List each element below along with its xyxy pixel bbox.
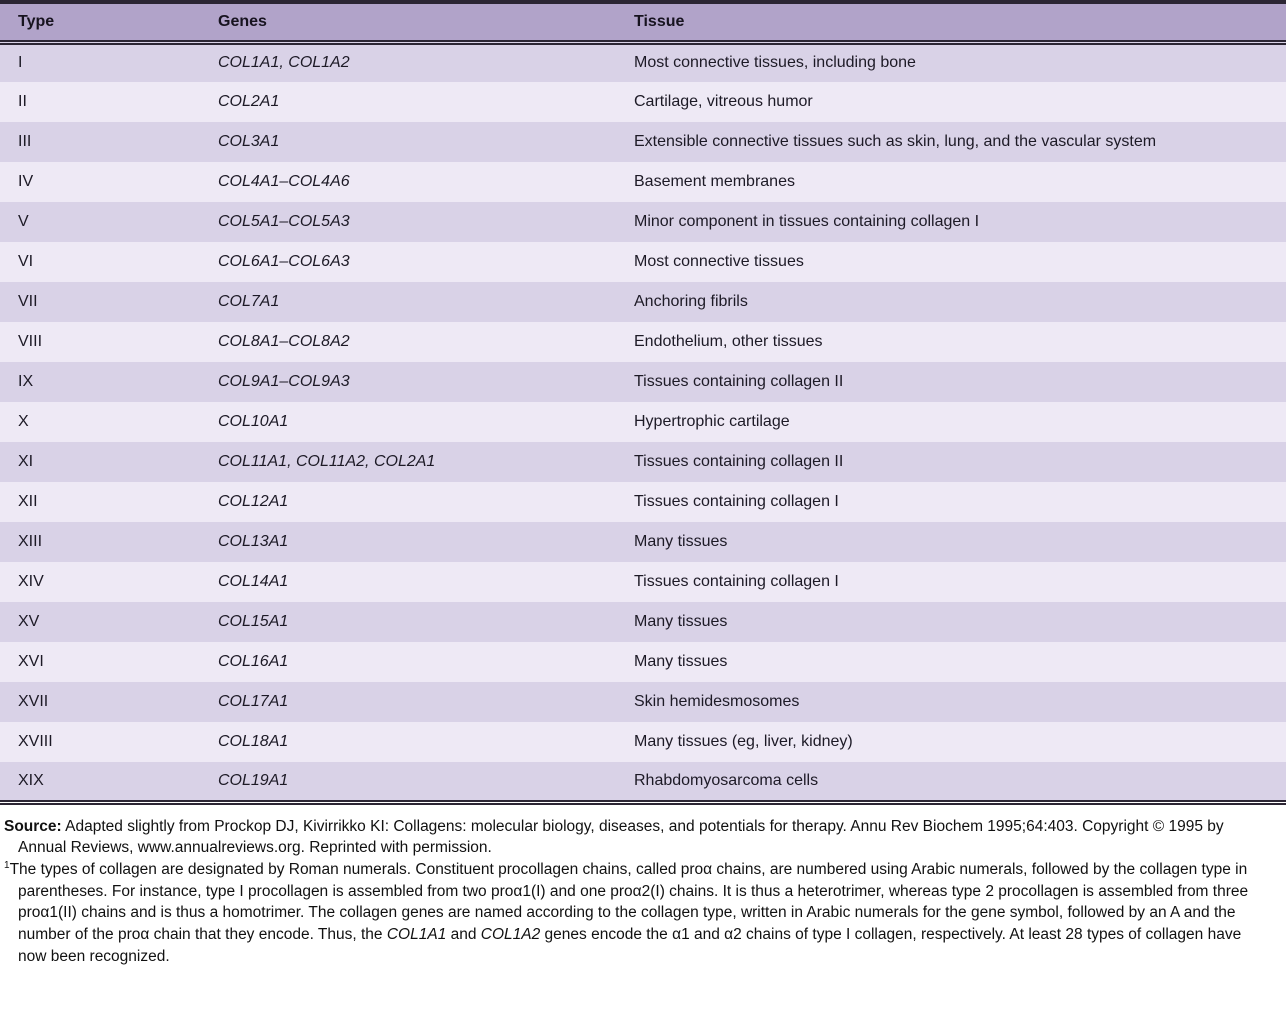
footnote-gene-col1a1: COL1A1 [386, 925, 447, 943]
cell-type: XV [18, 613, 40, 630]
cell-type: XVII [18, 693, 49, 710]
cell-type: VI [18, 253, 34, 270]
column-header-tissue: Tissue [616, 2, 1286, 42]
cell-genes: COL17A1 [218, 693, 289, 710]
cell-tissue: Many tissues [634, 653, 728, 670]
footnote-marker: 1 [4, 859, 10, 871]
table-row [0, 322, 1286, 362]
cell-tissue: Many tissues [634, 613, 728, 630]
cell-genes: COL19A1 [218, 771, 289, 789]
cell-tissue: Tissues containing collagen II [634, 373, 844, 390]
cell-type: XIII [18, 533, 43, 550]
cell-type: XI [18, 453, 34, 470]
cell-tissue: Tissues containing collagen I [634, 493, 839, 510]
cell-genes: COL18A1 [218, 733, 289, 750]
cell-tissue: Extensible connective tissues such as skin, lung, and the vascular system [634, 133, 1157, 150]
cell-genes: COL16A1 [218, 653, 289, 670]
cell-genes: COL1A1, COL1A2 [218, 54, 350, 72]
table-row [0, 42, 1286, 82]
cell-genes: COL15A1 [218, 613, 289, 630]
table-notes [0, 805, 1286, 968]
cell-type: XIV [18, 573, 44, 590]
table-row [0, 562, 1286, 602]
cell-genes: COL6A1–COL6A3 [218, 253, 350, 270]
cell-type: XII [18, 493, 38, 510]
table-row [0, 82, 1286, 122]
cell-type: VIII [18, 333, 43, 350]
cell-tissue: Skin hemidesmosomes [634, 693, 800, 710]
table-header [0, 2, 1286, 42]
table-row [0, 202, 1286, 242]
footnote-lead: The types of collagen are designated by Roman numerals. Constituent procollagen chains, called proα chains, are numbered using Arabic numerals, followed by the collagen type in parentheses. For instance, type I procollagen is assembled from two proα1(I) and one proα2(I) chains. It is thus a heterotrimer, whereas type 2 procollagen is assembled from three proα1(II) chains and is thus a homotrimer. The collagen genes are named according to the collagen type, written in Arabic numerals for the gene symbol, followed by an A and the number of the proα chain that they encode. Thus, the [9, 860, 1249, 943]
cell-genes: COL13A1 [218, 533, 289, 550]
cell-tissue: Hypertrophic cartilage [634, 413, 790, 430]
footnote-and: and [446, 925, 481, 943]
table-row [0, 602, 1286, 642]
cell-type: V [18, 213, 29, 230]
cell-tissue: Tissues containing collagen I [634, 573, 839, 590]
cell-genes: COL12A1 [218, 493, 289, 510]
source-label: Source: [4, 817, 62, 835]
cell-tissue: Most connective tissues [634, 253, 804, 270]
cell-genes: COL5A1–COL5A3 [218, 213, 350, 230]
cell-tissue: Minor component in tissues containing collagen I [634, 213, 980, 230]
table-row [0, 762, 1286, 802]
cell-genes: COL2A1 [218, 93, 280, 110]
cell-type: XVI [18, 653, 44, 670]
cell-tissue: Anchoring fibrils [634, 293, 748, 310]
cell-tissue: Basement membranes [634, 173, 795, 190]
cell-tissue: Tissues containing collagen II [634, 453, 844, 470]
table-row [0, 522, 1286, 562]
table-row [0, 122, 1286, 162]
table-row [0, 442, 1286, 482]
cell-genes: COL4A1–COL4A6 [218, 173, 350, 190]
column-header-type: Type [0, 2, 200, 42]
table-row [0, 482, 1286, 522]
footnote-tail: genes encode the α1 and α2 chains of type I collagen, respectively. At least 28 types of collagen have now been recognized. [18, 925, 1242, 965]
cell-genes: COL10A1 [218, 413, 289, 430]
table-row [0, 682, 1286, 722]
table-row [0, 642, 1286, 682]
cell-genes: COL7A1 [218, 293, 280, 310]
cell-type: IX [18, 373, 34, 390]
cell-type: I [18, 54, 23, 72]
source-text: Adapted slightly from Prockop DJ, Kivirrikko KI: Collagens: molecular biology, diseases, and potentials for therapy. Annu Rev Biochem 1995;64:403. Copyright © 1995 by Annual Reviews, www.annualreviews.org. Reprinted with permission. [18, 817, 1224, 857]
table-row [0, 722, 1286, 762]
cell-tissue: Rhabdomyosarcoma cells [634, 771, 819, 789]
cell-tissue: Cartilage, vitreous humor [634, 93, 813, 110]
table-row [0, 402, 1286, 442]
table-row [0, 282, 1286, 322]
cell-tissue: Many tissues (eg, liver, kidney) [634, 733, 853, 750]
cell-type: X [18, 413, 29, 430]
source-note [4, 816, 1262, 859]
cell-type: XVIII [18, 733, 53, 750]
table-body [0, 42, 1286, 802]
cell-tissue: Many tissues [634, 533, 728, 550]
footnote [4, 859, 1262, 967]
cell-genes: COL3A1 [218, 133, 280, 150]
footnote-gene-col1a2: COL1A2 [480, 925, 541, 943]
cell-tissue: Endothelium, other tissues [634, 333, 823, 350]
cell-type: IV [18, 173, 34, 190]
cell-type: III [18, 133, 32, 150]
cell-tissue: Most connective tissues, including bone [634, 54, 916, 72]
cell-genes: COL11A1, COL11A2, COL2A1 [218, 453, 436, 470]
cell-type: VII [18, 293, 38, 310]
table-row [0, 362, 1286, 402]
cell-genes: COL8A1–COL8A2 [218, 333, 350, 350]
header-row [0, 2, 1286, 42]
column-header-genes: Genes [200, 2, 616, 42]
cell-type: XIX [18, 771, 44, 789]
cell-type: II [18, 93, 27, 110]
cell-genes: COL14A1 [218, 573, 289, 590]
cell-genes: COL9A1–COL9A3 [218, 373, 350, 390]
table-row [0, 242, 1286, 282]
table-row [0, 162, 1286, 202]
